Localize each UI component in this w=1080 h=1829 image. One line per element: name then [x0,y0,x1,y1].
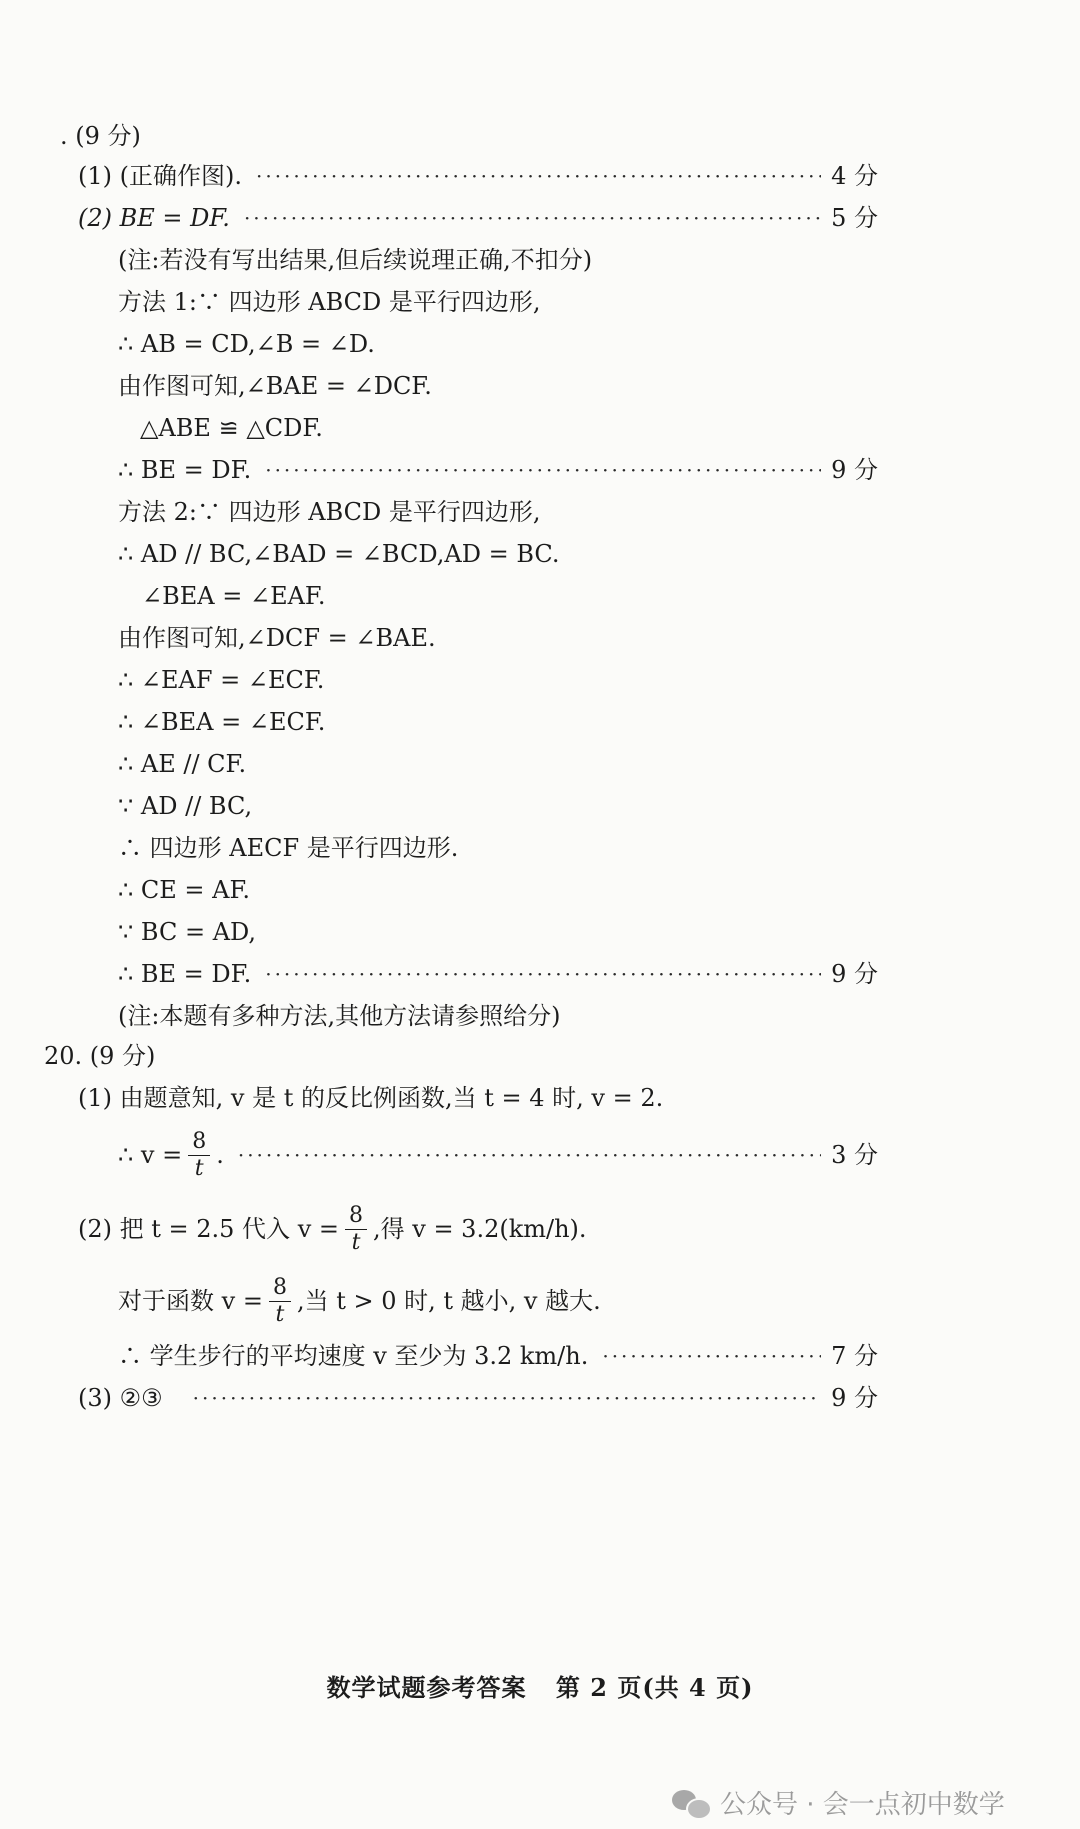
fraction [345,1203,367,1256]
q19-m2-line: ∴ CE = AF. [118,876,251,904]
wechat-icon [672,1788,710,1818]
q19-m2-line: ∴ ∠BEA = ∠ECF. [118,708,326,736]
q19-note2: (注:本题有多种方法,其他方法请参照给分) [118,1002,561,1030]
q19-part2-text: (2) BE = DF. [78,204,230,232]
q19-part2 [78,202,878,234]
fraction-numerator: 8 [345,1203,367,1230]
q19-m1-conclusion-text: ∴ BE = DF. [118,456,252,484]
q20-part2-conclusion-text: ∴ 学生步行的平均速度 v 至少为 3.2 km/h. [118,1342,589,1370]
leader-dots [265,958,821,990]
q20-part3-text: (3) ②③ [78,1384,163,1412]
period: . [216,1141,224,1169]
q19-m1-line: 由作图可知,∠BAE = ∠DCF. [118,372,432,400]
q20-part1: (1) 由题意知, v 是 t 的反比例函数,当 t = 4 时, v = 2. [78,1084,664,1112]
q19-m2-conclusion [118,958,878,990]
q19-part2-score: 5 分 [831,204,878,232]
q20-function-lhs: 对于函数 v = [118,1287,263,1315]
leader-dots [193,1382,821,1414]
q19-m2-conclusion-text: ∴ BE = DF. [118,960,252,988]
q19-m2-line: ∴ AD // BC,∠BAD = ∠BCD,AD = BC. [118,540,560,568]
footer-title: 数学试题参考答案 [326,1673,527,1702]
leader-dots [244,202,821,234]
q20-part2-rhs: ,得 v = 3.2(km/h). [373,1215,587,1243]
q19-part1-score: 4 分 [831,162,878,190]
fraction-denominator: t [275,1301,285,1327]
fraction-denominator: t [351,1229,361,1255]
q20-part2-conclusion [118,1340,878,1372]
q19-m1-score: 9 分 [831,456,878,484]
q19-m2-line: ∠BEA = ∠EAF. [142,582,326,610]
fraction [269,1275,291,1328]
q19-m2-line: 方法 2:∵ 四边形 ABCD 是平行四边形, [118,498,541,526]
leader-dots [256,160,821,192]
q20-part2-function [118,1274,601,1328]
q20-part2 [78,1202,587,1256]
fraction-numerator: 8 [269,1275,291,1302]
q20-part3-score: 9 分 [831,1384,878,1412]
fraction-denominator: t [194,1155,204,1181]
fraction-numerator: 8 [188,1129,210,1156]
footer-page-number: 第 2 页(共 4 页) [555,1673,754,1702]
q20-part1-result [118,1130,878,1180]
q19-m2-line: ∵ AD // BC, [118,792,253,820]
q19-m2-line: ∴ 四边形 AECF 是平行四边形. [118,834,459,862]
leader-dots [602,1340,821,1372]
fraction [188,1129,210,1182]
q19-m1-line: △ABE ≌ △CDF. [140,414,323,442]
q19-part1 [78,160,878,192]
q19-m2-score: 9 分 [831,960,878,988]
q20-part1-lhs: ∴ v = [118,1141,183,1169]
q20-part2-score: 7 分 [831,1342,878,1370]
q20-part3 [78,1382,878,1414]
q20-part1-score: 3 分 [831,1141,878,1169]
q19-header: . (9 分) [60,122,141,150]
q19-m1-conclusion [118,454,878,486]
watermark-text: 公众号 · 会一点初中数学 [720,1790,1005,1820]
q19-m1-line: 方法 1:∵ 四边形 ABCD 是平行四边形, [118,288,541,316]
q20-header: 20. (9 分) [44,1042,156,1070]
page-footer [0,1668,1080,1703]
q19-m2-line: ∴ ∠EAF = ∠ECF. [118,666,325,694]
leader-dots [265,454,821,486]
q19-part1-text: (1) (正确作图). [78,162,242,190]
q20-part2-lhs: (2) 把 t = 2.5 代入 v = [78,1215,339,1243]
watermark [672,1784,1005,1821]
q19-m2-line: 由作图可知,∠DCF = ∠BAE. [118,624,436,652]
q19-m2-line: ∵ BC = AD, [118,918,257,946]
leader-dots [238,1139,821,1171]
q20-function-rhs: ,当 t > 0 时, t 越小, v 越大. [296,1287,601,1315]
q19-m1-line: ∴ AB = CD,∠B = ∠D. [118,330,375,358]
q19-m2-line: ∴ AE // CF. [118,750,247,778]
q19-note1: (注:若没有写出结果,但后续说理正确,不扣分) [118,246,593,274]
